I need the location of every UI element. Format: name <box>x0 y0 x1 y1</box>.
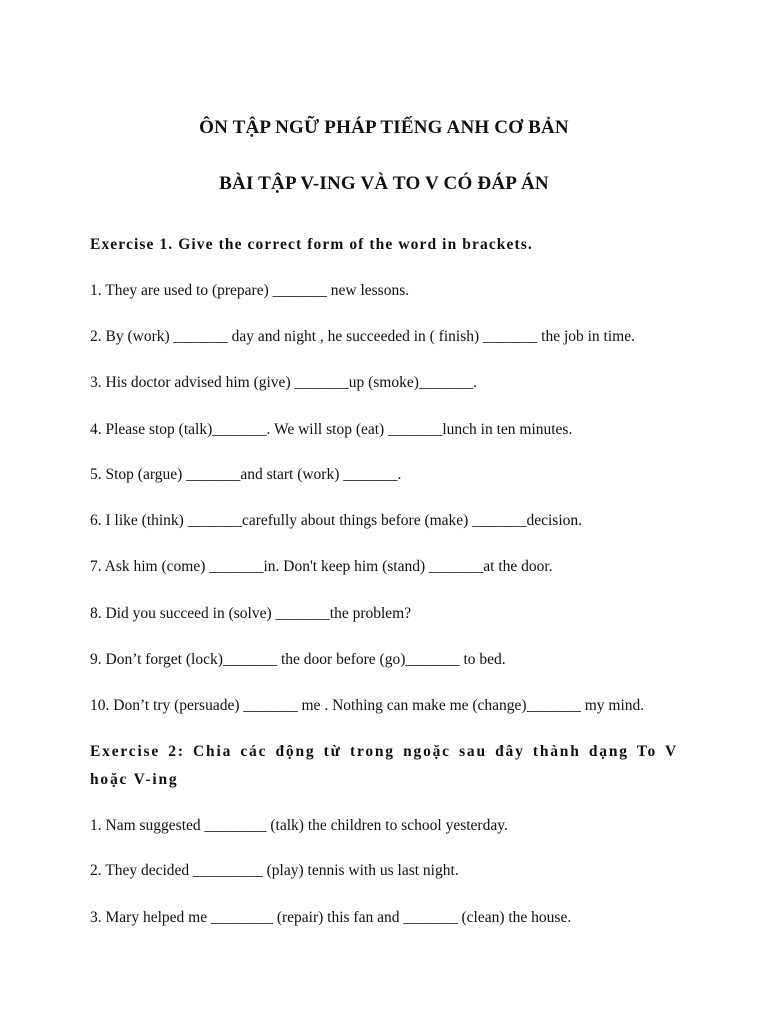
exercise-1-item: 8. Did you succeed in (solve) _______the problem? <box>90 605 412 622</box>
document-subtitle: BÀI TẬP V-ING VÀ TO V CÓ ĐÁP ÁN <box>219 173 549 194</box>
exercise-1-item: 2. By (work) _______ day and night , he succeeded in ( finish) _______ the job in time. <box>90 328 635 345</box>
exercise-2-item: 3. Mary helped me ________ (repair) this fan and _______ (clean) the house. <box>90 909 572 926</box>
exercise-1-item: 6. I like (think) _______carefully about things before (make) _______decision. <box>90 512 582 529</box>
exercise-1-item: 4. Please stop (talk)_______. We will stop (eat) _______lunch in ten minutes. <box>90 421 573 438</box>
exercise-2-item: 2. They decided _________ (play) tennis with us last night. <box>90 862 459 879</box>
exercise-1-item: 5. Stop (argue) _______and start (work) _______. <box>90 466 402 483</box>
document-title: ÔN TẬP NGỮ PHÁP TIẾNG ANH CƠ BẢN <box>199 117 569 138</box>
exercise-2-item: 1. Nam suggested ________ (talk) the children to school yesterday. <box>90 817 508 834</box>
exercise-1-item: 9. Don’t forget (lock)_______ the door before (go)_______ to bed. <box>90 651 506 668</box>
exercise-1-item: 10. Don’t try (persuade) _______ me . Nothing can make me (change)_______ my mind. <box>90 697 645 714</box>
exercise-2-heading: Exercise 2: Chia các động từ trong ngoặc sau đây thành dạng To V hoặc V-ing <box>90 743 678 788</box>
exercise-1-item: 7. Ask him (come) _______in. Don't keep him (stand) _______at the door. <box>90 558 553 575</box>
exercise-1-heading: Exercise 1. Give the correct form of the word in brackets. <box>90 236 533 253</box>
exercise-1-item: 3. His doctor advised him (give) _______up (smoke)_______. <box>90 374 478 391</box>
exercise-1-item: 1. They are used to (prepare) _______ new lessons. <box>90 282 410 299</box>
